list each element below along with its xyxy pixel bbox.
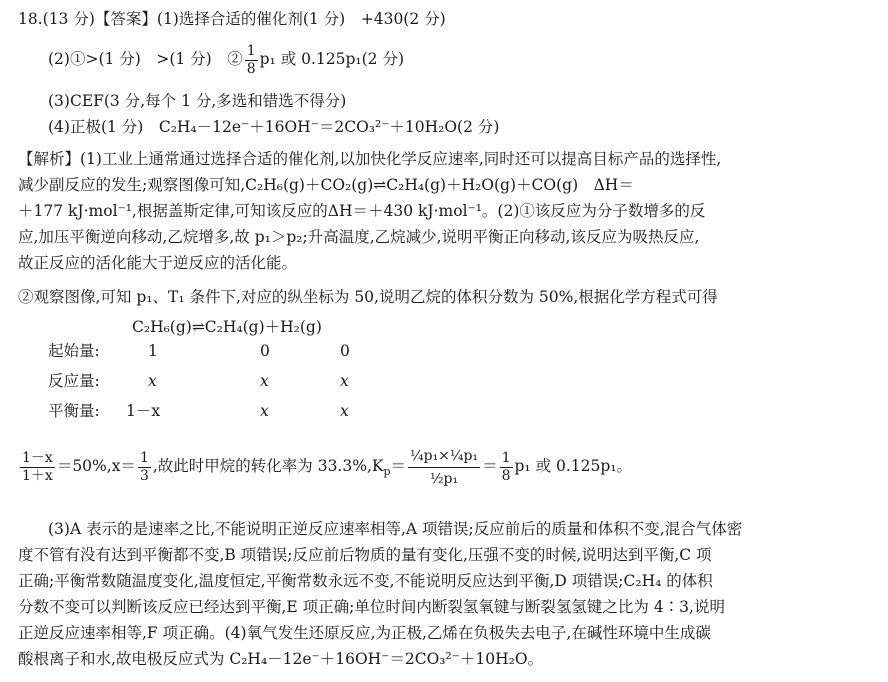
cell-value: 0 [340,342,350,360]
cell-value: 1－x [126,402,161,420]
analysis-line: 减少副反应的发生;观察图像可知,C₂H₆(g)＋CO₂(g)⇌C₂H₄(g)＋H₂O(g)＋CO(g) ΔH＝ [18,176,634,194]
fraction-volume-ratio [20,450,55,485]
cell-value: x [340,372,349,390]
calc-text: p₁ 或 0.125p₁。 [514,457,632,475]
cell-value: 1 [148,342,158,360]
fraction-numerator: 1 [501,449,511,466]
cell-value: x [340,402,349,420]
row-label: 起始量: [48,342,100,360]
cell-value: x [148,372,157,390]
answer-2-suffix: p₁ 或 0.125p₁(2 分) [259,50,405,68]
answer-part-2 [48,42,404,78]
fraction-one-third [138,450,151,485]
row-label: 平衡量: [48,402,100,420]
answer-2-prefix: (2)①>(1 分) >(1 分) ② [48,50,243,68]
fraction-denominator: 3 [139,467,149,484]
fraction-denominator: 1＋x [22,467,53,484]
part3-line: 正逆反应速率相等,F 项正确。(4)氧气发生还原反应,为正极,乙烯在负极失去电子,在碱性环境中生成碳 [18,624,711,642]
cell-value: 0 [260,342,270,360]
row-label: 反应量: [48,372,100,390]
calc-text: ,故此时甲烷的转化率为 33.3%,K [152,457,384,475]
answer-part-4: (4)正极(1 分) C₂H₄－12e⁻＋16OH⁻＝2CO₃²⁻＋10H₂O(2 分) [48,118,500,136]
calc-text: ＝50%,x＝ [56,457,136,475]
calc-text: ＝ [390,457,407,475]
part3-line: 正确;平衡常数随温度变化,温度恒定,平衡常数永远不变,不能说明反应达到平衡,D 项错误;C₂H₄ 的体积 [18,572,713,590]
analysis-line: ②观察图像,可知 p₁、T₁ 条件下,对应的纵坐标为 50,说明乙烷的体积分数为 50%,根据化学方程式可得 [18,288,718,306]
fraction-denominator: ½p₁ [429,470,459,487]
analysis-line: 应,加压平衡逆向移动,乙烷增多,故 p₁＞p₂;升高温度,乙烷减少,说明平衡正向移动,该反应为吸热反应, [18,228,700,246]
fraction-numerator: ¼p₁×¼p₁ [408,445,480,468]
kp-calculation [18,434,632,504]
fraction-denominator: 8 [246,60,256,77]
reaction-equation: C₂H₆(g)⇌C₂H₄(g)＋H₂(g) [132,318,322,336]
fraction-one-eighth [245,43,258,78]
analysis-line: 【解析】(1)工业上通常通过选择合适的催化剂,以加快化学反应速率,同时还可以提高目标产品的选择性, [18,150,722,168]
cell-value: x [260,402,269,420]
question-header: 18.(13 分)【答案】(1)选择合适的催化剂(1 分) +430(2 分) [18,10,446,28]
cell-value: x [260,372,269,390]
answer-part-3: (3)CEF(3 分,每个 1 分,多选和错选不得分) [48,92,347,110]
fraction-kp-expression [408,445,480,490]
calc-text: ＝ [482,457,498,475]
fraction-one-eighth [500,450,513,485]
fraction-denominator: 8 [501,467,511,484]
part3-line: 度不管有没有达到平衡都不变,B 项错误;反应前后物质的量有变化,压强不变的时候,说明达到平衡,C 项 [18,546,712,564]
part3-line: (3)A 表示的是速率之比,不能说明正逆反应速率相等,A 项错误;反应前后的质量和体积不变,混合气体密 [48,520,743,538]
fraction-numerator: 1 [139,449,149,466]
analysis-line: ＋177 kJ·mol⁻¹,根据盖斯定律,可知该反应的ΔH＝＋430 kJ·mol⁻¹。(2)①该反应为分子数增多的反 [18,202,706,220]
fraction-numerator: 1 [246,42,256,59]
part3-line: 分数不变可以判断该反应已经达到平衡,E 项正确;单位时间内断裂氢氧键与断裂氢氢键之比为 4∶3,说明 [18,598,725,616]
part3-line: 酸根离子和水,故电极反应式为 C₂H₄－12e⁻＋16OH⁻＝2CO₃²⁻＋10H₂O。 [18,650,544,668]
kp-subscript: p [383,465,391,479]
fraction-numerator: 1－x [22,449,53,466]
analysis-line: 故正反应的活化能大于逆反应的活化能。 [18,254,298,272]
